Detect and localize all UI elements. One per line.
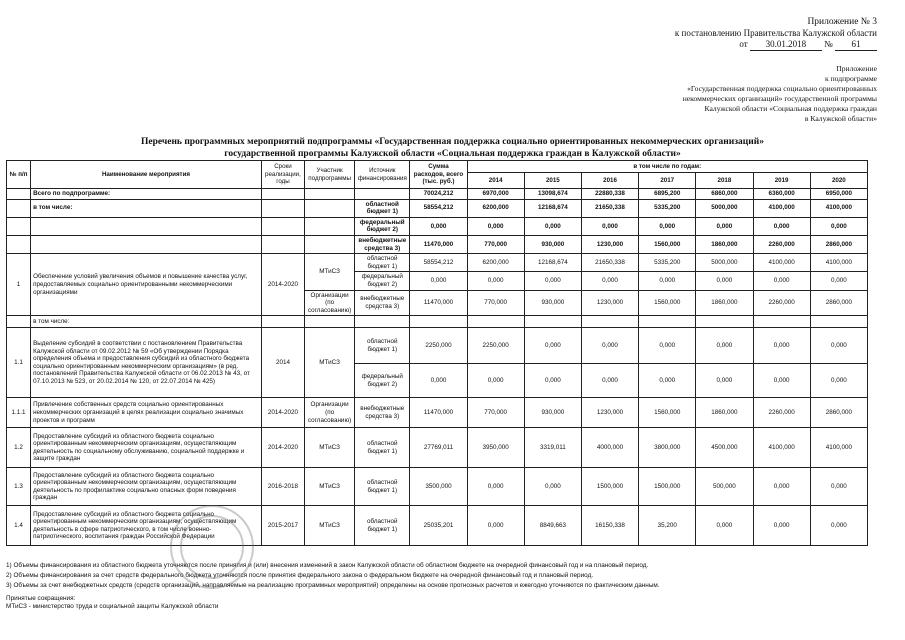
year-header: 2020 [810,173,867,189]
period-cell [261,316,304,328]
participant-cell: МТиСЗ [305,254,355,290]
date-prefix: от [739,39,748,49]
year-value-cell: 930,000 [524,235,581,253]
year-value-cell: 4100,000 [810,428,867,468]
funding-source-cell [355,316,410,328]
year-value-cell: 3319,011 [524,428,581,468]
table-row [7,468,868,506]
measure-name-cell [31,235,262,253]
funding-source-cell: областной бюджет 1) [355,199,410,217]
table-row [7,316,868,328]
total-cell: 58554,212 [410,199,467,217]
funding-source-cell: внебюджетные средства 3) [355,235,410,253]
year-value-cell: 8849,663 [524,506,581,546]
col-period-header: Сроки реализации, годы [261,161,304,189]
year-value-cell: 0,000 [810,328,867,364]
year-value-cell: 0,000 [753,328,810,364]
title-line-1: Перечень программных мероприятий подпрограммы «Государственная поддержка социально ориентированных некоммерческих организаций» [141,137,764,147]
row-number-cell: 1.2 [7,428,31,468]
col-participant-header: Участник подпрограммы [305,161,355,189]
footnote-2: 2) Объемы финансирования за счет средств федерального бюджета уточняются после принятия федерального закона о федеральном бюджете на очередной финансовый год и плановый период. [6,572,594,579]
title-line-2: государственной программы Калужской области «Социальная поддержка граждан в Калужской области» [224,149,681,159]
year-value-cell: 0,000 [696,506,753,546]
measure-name-cell: Выделение субсидий в соответствии с постановлением Правительства Калужской области от 09.02.2012 № 59 «Об утверждении Порядка определения объема и предоставления субсидий из областного бюджета социально ориентированным некоммерческим организациям» (в ред. постановлений Правительства Калужской области от 06.02.2013 № 43, от 07.10.2013 № 523, от 20.02.2014 № 120, от 22.07.2014 № 425) [31,328,262,398]
measure-name-cell: Привлечение собственных средств социально ориентированных некоммерческих организаций в целях реализации социально значимых проектов и программ [31,398,262,428]
year-value-cell: 3800,000 [639,428,696,468]
year-value-cell [467,316,524,328]
total-cell: 2250,000 [410,328,467,364]
measures-table [6,160,868,546]
period-cell [261,199,304,217]
participant-cell [305,235,355,253]
participant-cell [305,189,355,200]
funding-source-cell: федеральный бюджет 2) [355,364,410,398]
year-value-cell: 5335,200 [639,254,696,272]
year-value-cell: 0,000 [810,468,867,506]
period-cell [261,189,304,200]
year-value-cell: 0,000 [639,272,696,290]
year-value-cell: 1560,000 [639,235,696,253]
year-value-cell: 1500,000 [581,468,638,506]
year-value-cell: 2860,000 [810,290,867,316]
total-cell: 70024,212 [410,189,467,200]
table-row [7,189,868,200]
sub-line: некоммерческих организаций» государственной программы [682,94,877,103]
year-value-cell: 12168,674 [524,254,581,272]
table-body [7,189,868,546]
measure-name-cell [31,217,262,235]
year-header: 2019 [753,173,810,189]
col-total-header: Сумма расходов, всего (тыс. руб.) [410,161,467,189]
measure-name-cell: в том числе: [31,199,262,217]
year-value-cell: 930,000 [524,398,581,428]
year-value-cell: 0,000 [810,217,867,235]
appendix-header [675,17,877,51]
table-row [7,254,868,272]
year-value-cell [524,316,581,328]
year-value-cell: 1860,000 [696,290,753,316]
measure-name-cell: в том числе: [31,316,262,328]
year-value-cell: 0,000 [810,272,867,290]
funding-source-cell: федеральный бюджет 2) [355,217,410,235]
year-value-cell: 0,000 [581,217,638,235]
measure-name-cell: Предоставление субсидий из областного бюджета социально ориентированным некоммерческим организациям, осуществляющим деятельность в сфере патриотического, в том числе военно-патриотического, воспитания граждан Российской Федерации [31,506,262,546]
period-cell: 2014-2020 [261,428,304,468]
year-value-cell: 0,000 [753,364,810,398]
year-value-cell: 12168,674 [524,199,581,217]
year-value-cell: 0,000 [467,217,524,235]
participant-cell [305,217,355,235]
funding-source-cell [355,189,410,200]
year-value-cell: 4100,000 [810,199,867,217]
year-value-cell: 4100,000 [810,254,867,272]
total-cell: 3500,000 [410,468,467,506]
funding-source-cell: областной бюджет 1) [355,328,410,364]
sub-line: в Калужской области» [804,114,877,123]
year-value-cell: 0,000 [696,217,753,235]
year-value-cell: 5335,200 [639,199,696,217]
sub-line: Калужской области «Социальная поддержка граждан [704,104,877,113]
year-value-cell: 2860,000 [810,398,867,428]
participant-cell [305,199,355,217]
year-value-cell: 500,000 [696,468,753,506]
abbreviation-mtisz: МТиСЗ - министерство труда и социальной защиты Калужской области [6,603,219,610]
row-number-cell: 1.1 [7,328,31,398]
year-value-cell: 5000,000 [696,199,753,217]
table-row [7,328,868,364]
year-value-cell: 0,000 [467,364,524,398]
total-cell: 11470,000 [410,290,467,316]
table-row [7,217,868,235]
year-value-cell: 0,000 [753,468,810,506]
year-value-cell: 0,000 [524,217,581,235]
year-value-cell: 21650,338 [581,254,638,272]
number-prefix: № [824,39,833,49]
period-cell: 2014-2020 [261,254,304,316]
participant-cell: МТиСЗ [305,428,355,468]
year-value-cell: 2260,000 [753,398,810,428]
year-value-cell: 0,000 [696,272,753,290]
subprogram-appendix [683,64,877,124]
year-value-cell: 0,000 [581,272,638,290]
sub-line: к подпрограмме [824,74,877,83]
col-source-header: Источник финансирования [355,161,410,189]
total-cell: 11470,000 [410,235,467,253]
total-cell: 0,000 [410,217,467,235]
participant-cell: МТиСЗ [305,328,355,398]
footnote-1: 1) Объемы финансирования из областного бюджета уточняются после принятия и (или) внесения изменений в закон Калужской области об областном бюджете на очередной финансовый год и на плановый период. [6,562,649,569]
col-num-header: № п/п [7,161,31,189]
year-value-cell: 2860,000 [810,235,867,253]
period-cell: 2014 [261,328,304,398]
year-value-cell: 13098,674 [524,189,581,200]
year-value-cell: 1230,000 [581,235,638,253]
period-cell [261,235,304,253]
year-value-cell: 0,000 [524,364,581,398]
period-cell: 2015-2017 [261,506,304,546]
row-number-cell [7,235,31,253]
total-cell: 0,000 [410,272,467,290]
year-value-cell [753,316,810,328]
footnote-3: 3) Объемы за счет внебюджетных средств (средств организаций, направляемые на реализацию программных мероприятий) определены на основе прогнозных расчетов и ежегодно уточняются по фактическим данным. [6,582,660,589]
year-value-cell: 21650,338 [581,199,638,217]
year-value-cell: 1500,000 [639,468,696,506]
total-cell: 27769,011 [410,428,467,468]
year-value-cell: 0,000 [753,506,810,546]
year-value-cell: 1560,000 [639,398,696,428]
year-header: 2017 [639,173,696,189]
document-title [0,136,905,160]
table-row [7,235,868,253]
year-value-cell: 0,000 [467,272,524,290]
total-cell: 58554,212 [410,254,467,272]
participant-cell: МТиСЗ [305,506,355,546]
year-value-cell: 0,000 [753,272,810,290]
year-value-cell: 0,000 [696,328,753,364]
sub-line: «Государственная поддержка социально ориентированных [687,84,877,93]
year-value-cell: 0,000 [524,328,581,364]
year-value-cell: 22880,338 [581,189,638,200]
year-value-cell: 0,000 [810,364,867,398]
year-value-cell: 770,000 [467,398,524,428]
participant-cell [305,316,355,328]
year-value-cell [696,316,753,328]
row-number-cell [7,217,31,235]
funding-source-cell: внебюджетные средства 3) [355,398,410,428]
year-value-cell: 6860,000 [696,189,753,200]
total-cell [410,316,467,328]
year-value-cell: 0,000 [639,328,696,364]
year-value-cell: 6200,000 [467,254,524,272]
year-value-cell: 770,000 [467,235,524,253]
year-value-cell: 0,000 [810,506,867,546]
year-header: 2014 [467,173,524,189]
table-row [7,428,868,468]
year-value-cell: 0,000 [696,364,753,398]
funding-source-cell: областной бюджет 1) [355,468,410,506]
funding-source-cell: областной бюджет 1) [355,254,410,272]
year-value-cell: 2250,000 [467,328,524,364]
year-value-cell: 0,000 [639,364,696,398]
year-value-cell: 4500,000 [696,428,753,468]
year-value-cell: 1860,000 [696,398,753,428]
abbreviations-title: Принятые сокращения: [6,595,76,602]
measure-name-cell: Обеспечение условий увеличения объемов и повышение качества услуг, предоставляемых социально ориентированными некоммерческими организациями [31,254,262,316]
year-value-cell: 4100,000 [753,428,810,468]
funding-source-cell: внебюджетные средства 3) [355,290,410,316]
year-value-cell [581,316,638,328]
year-value-cell: 0,000 [467,468,524,506]
total-cell: 0,000 [410,364,467,398]
col-years-group-header: в том числе по годам: [467,161,867,173]
table-row [7,398,868,428]
measure-name-cell: Предоставление субсидий из областного бюджета социально ориентированным некоммерческим организациям, осуществляющим деятельность по профилактике социально опасных форм поведения граждан [31,468,262,506]
funding-source-cell: федеральный бюджет 2) [355,272,410,290]
measure-name-cell: Всего по подпрограмме: [31,189,262,200]
year-value-cell: 1860,000 [696,235,753,253]
period-cell: 2016-2018 [261,468,304,506]
year-value-cell [639,316,696,328]
sub-appendix-title: Приложение [836,64,877,73]
funding-source-cell: областной бюджет 1) [355,506,410,546]
row-number-cell [7,316,31,328]
year-value-cell: 2260,000 [753,290,810,316]
row-number-cell: 1.3 [7,468,31,506]
year-value-cell: 2260,000 [753,235,810,253]
measure-name-cell: Предоставление субсидий из областного бюджета социально ориентированным некоммерческим организациям, осуществляющим деятельность по социальному обслуживанию, социальной поддержке и защите граждан [31,428,262,468]
resolution-date: 30.01.2018 [750,39,822,51]
year-value-cell: 1230,000 [581,398,638,428]
year-value-cell: 5000,000 [696,254,753,272]
year-value-cell: 6360,000 [753,189,810,200]
year-header: 2018 [696,173,753,189]
year-value-cell: 35,200 [639,506,696,546]
year-value-cell: 0,000 [581,364,638,398]
year-value-cell: 4100,000 [753,254,810,272]
row-number-cell: 1.1.1 [7,398,31,428]
period-cell [261,217,304,235]
year-value-cell: 6950,000 [810,189,867,200]
year-value-cell: 4100,000 [753,199,810,217]
official-stamp [180,515,244,579]
row-number-cell [7,189,31,200]
year-value-cell: 16150,338 [581,506,638,546]
year-value-cell: 0,000 [524,272,581,290]
participant-cell: МТиСЗ [305,468,355,506]
date-number-line [675,39,877,51]
year-value-cell: 0,000 [581,328,638,364]
total-cell: 11470,000 [410,398,467,428]
row-number-cell: 1.4 [7,506,31,546]
resolution-line: к постановлению Правительства Калужской области [674,28,877,38]
participant-cell: Организации (по согласованию) [305,398,355,428]
year-header: 2015 [524,173,581,189]
participant-cell: Организации (по согласованию) [305,290,355,316]
funding-source-cell: областной бюджет 1) [355,428,410,468]
year-value-cell: 4000,000 [581,428,638,468]
year-value-cell: 0,000 [753,217,810,235]
year-value-cell: 1230,000 [581,290,638,316]
row-number-cell [7,199,31,217]
year-value-cell: 6895,200 [639,189,696,200]
table-row [7,506,868,546]
table-row [7,199,868,217]
year-value-cell: 0,000 [467,506,524,546]
year-value-cell: 1560,000 [639,290,696,316]
period-cell: 2014-2020 [261,398,304,428]
col-name-header: Наименование мероприятия [31,161,262,189]
table-header [7,161,868,189]
year-value-cell: 3950,000 [467,428,524,468]
appendix-number: Приложение № 3 [807,17,877,27]
resolution-number: 61 [835,39,877,51]
year-value-cell [810,316,867,328]
year-header: 2016 [581,173,638,189]
year-value-cell: 6200,000 [467,199,524,217]
year-value-cell: 6970,000 [467,189,524,200]
total-cell: 25035,201 [410,506,467,546]
year-value-cell: 0,000 [524,468,581,506]
row-number-cell: 1 [7,254,31,316]
year-value-cell: 770,000 [467,290,524,316]
year-value-cell: 0,000 [639,217,696,235]
year-value-cell: 930,000 [524,290,581,316]
